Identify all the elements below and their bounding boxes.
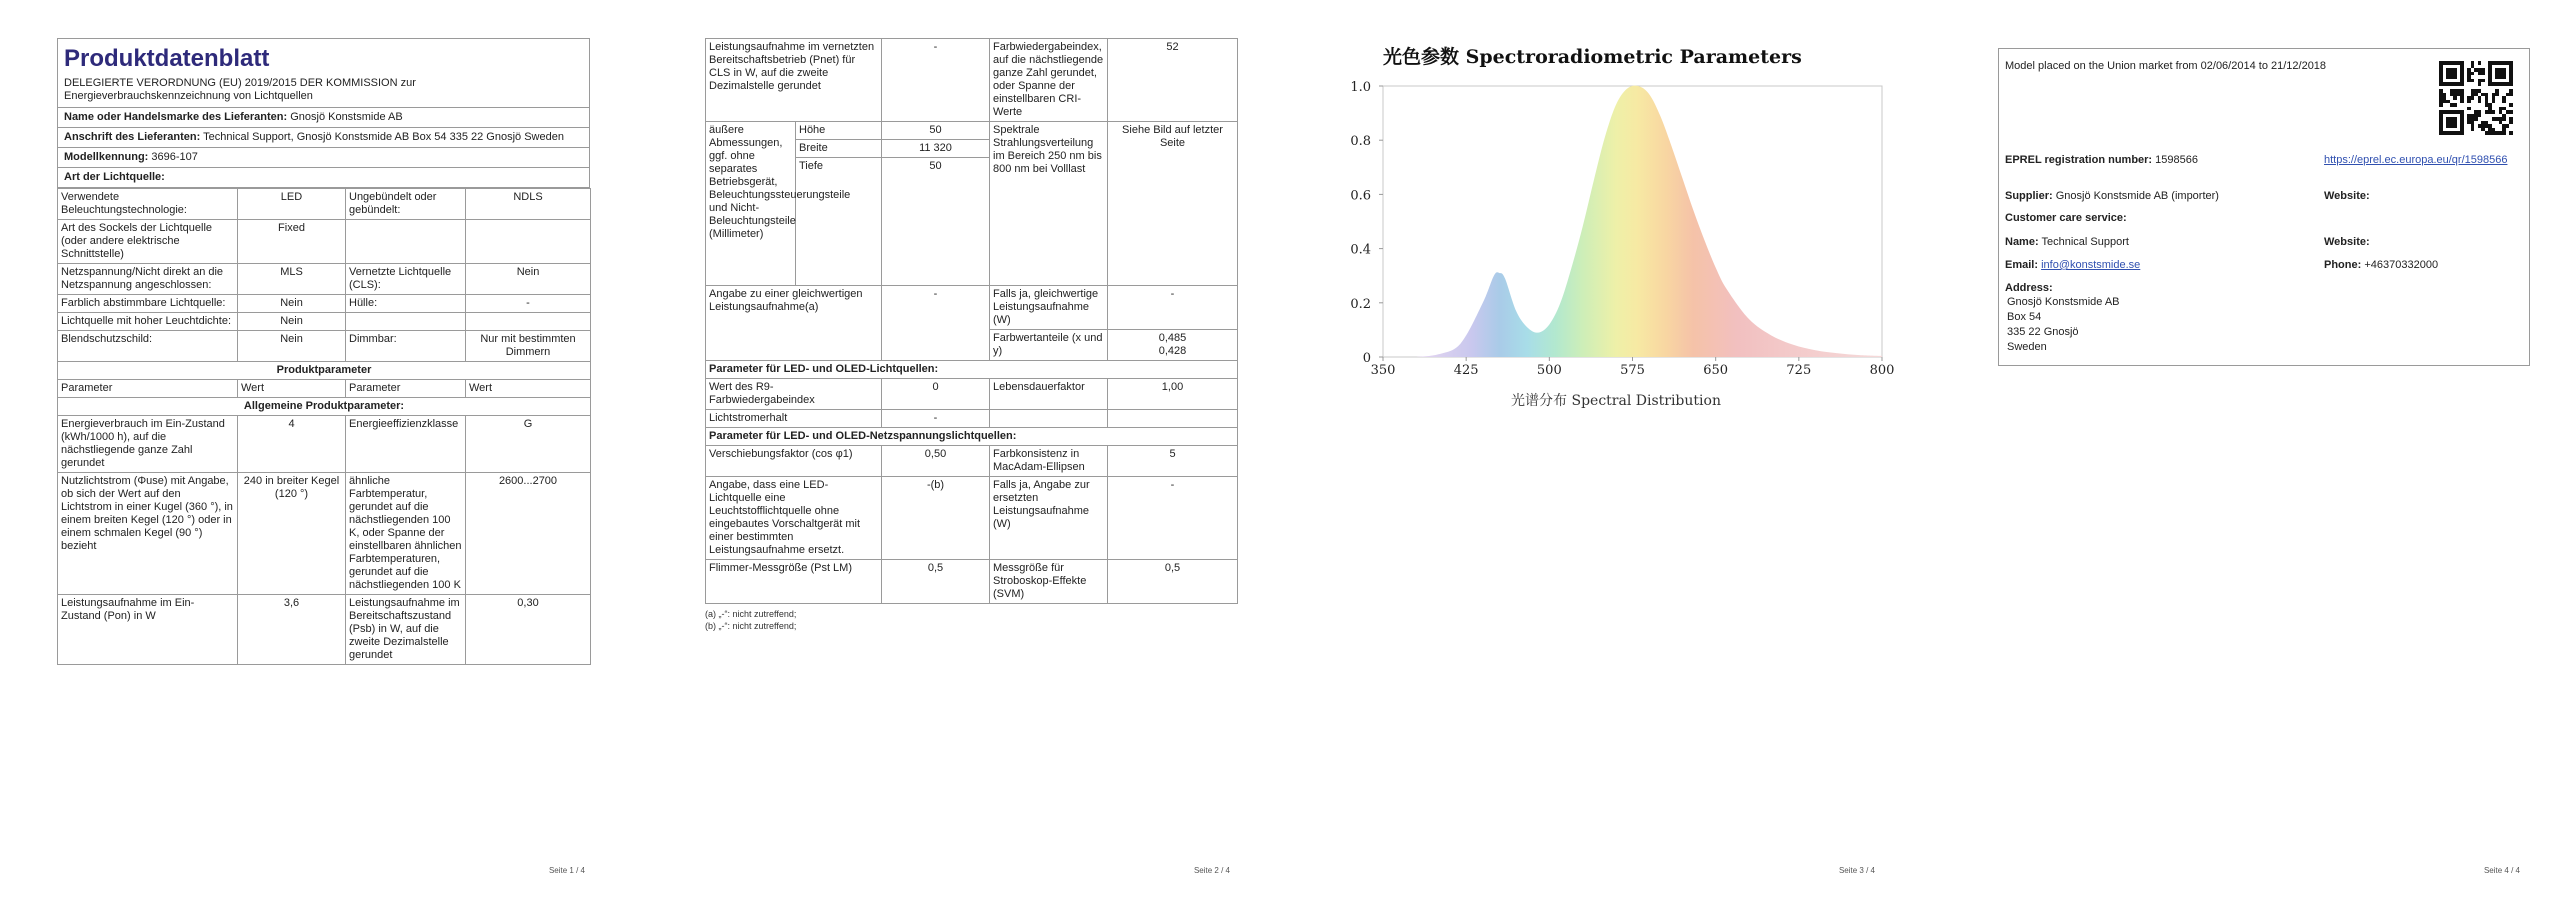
phone-row (2324, 258, 2438, 272)
email-link[interactable]: info@konstsmide.se (2041, 259, 2141, 271)
x-tick-label: 500 (1536, 363, 1562, 378)
table-row (706, 122, 1238, 140)
row-label: Art des Sockels der Lichtquelle (oder andere elektrische Schnittstelle) (58, 220, 238, 264)
data-point (1416, 356, 1417, 357)
table-row (58, 295, 591, 313)
row-value: Nein (466, 264, 591, 295)
table-row (706, 286, 1238, 330)
column-header: Parameter (58, 380, 238, 398)
chart-plot-area (1416, 85, 1883, 357)
data-point (1671, 145, 1672, 146)
row-label: Vernetzte Lichtquelle (CLS): (346, 264, 466, 295)
row-label: Ungebündelt oder gebündelt: (346, 189, 466, 220)
supplier-row (2005, 189, 2219, 203)
section-header (58, 398, 591, 416)
row-value: 240 in breiter Kegel (120 °) (238, 473, 346, 595)
data-point (1815, 350, 1816, 351)
name-label: Name: (2005, 236, 2039, 248)
data-point (1693, 210, 1694, 211)
row-label: Farblich abstimmbare Lichtquelle: (58, 295, 238, 313)
row-label: Falls ja, gleichwertige Leistungsaufnahme (W) (990, 286, 1108, 330)
row-label: Verwendete Beleuchtungstechnologie: (58, 189, 238, 220)
row-label (346, 313, 466, 331)
mains-params-header: Parameter für LED- und OLED-Netzspannungslichtquellen: (706, 428, 1238, 446)
data-point (1549, 324, 1550, 325)
supplier-value: Gnosjö Konstsmide AB (290, 111, 403, 123)
spectrum-area (1416, 86, 1882, 357)
page-title: Produktdatenblatt (64, 45, 270, 72)
row-value: LED (238, 189, 346, 220)
data-point (1615, 104, 1616, 105)
row-value: -(b) (882, 477, 990, 560)
website-label: Website: (2324, 190, 2370, 202)
column-header: Parameter (346, 380, 466, 398)
table-row (58, 313, 591, 331)
address-block (2005, 281, 2120, 355)
row-value (466, 313, 591, 331)
row-label: Verschiebungsfaktor (cos φ1) (706, 446, 882, 477)
data-point (1527, 327, 1528, 328)
data-point (1560, 302, 1561, 303)
row-label: Nutzlichtstrom (Φuse) mit Angabe, ob sich der Wert auf den Lichtstrom in einer Kugel (360 °), in einem breiten Kegel (120 °) oder in einem schmalen Kegel (90 °) bezieht (58, 473, 238, 595)
column-header: Wert (238, 380, 346, 398)
row-value: Nur mit bestimmten Dimmern (466, 331, 591, 362)
table-row (58, 473, 591, 595)
row-label: Angabe zu einer gleichwertigen Leistungsaufnahme(a) (706, 286, 882, 361)
row-value: - (1108, 286, 1238, 330)
row-value: Nein (238, 331, 346, 362)
datasheet-page-4 (1935, 0, 2560, 905)
column-header-row (58, 380, 591, 398)
supplier-value: Gnosjö Konstsmide AB (importer) (2055, 190, 2219, 202)
eprel-label: EPREL registration number: (2005, 154, 2153, 166)
row-value: Fixed (238, 220, 346, 264)
dim-value: 50 (882, 122, 990, 140)
data-point (1837, 353, 1838, 354)
table-row (706, 477, 1238, 560)
x-tick-label: 650 (1703, 363, 1729, 378)
row-value: 52 (1108, 39, 1238, 122)
row-value: 0,30 (466, 595, 591, 665)
data-point (1626, 88, 1627, 89)
row-label: Messgröße für Stroboskop-Effekte (SVM) (990, 560, 1108, 604)
data-point (1493, 275, 1494, 276)
row-value: 2600...2700 (466, 473, 591, 595)
row-label: Lichtquelle mit hoher Leuchtdichte: (58, 313, 238, 331)
footnote-b: (b) „-“: nicht zutreffend; (705, 621, 797, 631)
light-source-table (57, 188, 591, 665)
data-point (1649, 94, 1650, 95)
row-value: 0,5 (1108, 560, 1238, 604)
dim-label: Breite (796, 140, 882, 158)
address-label: Address: (2005, 282, 2053, 294)
row-label (346, 220, 466, 264)
x-tick-label: 575 (1620, 363, 1645, 378)
row-value (466, 220, 591, 264)
row-label: Flimmer-Messgröße (Pst LM) (706, 560, 882, 604)
datasheet-page-3 (1290, 0, 1930, 905)
supplier-label: Name oder Handelsmarke des Lieferanten: (64, 111, 288, 123)
supplier-row (57, 107, 590, 128)
row-label: Energieeffizienzklasse (346, 416, 466, 473)
row-label: ähnliche Farbtemperatur, gerundet auf die nächstliegenden 100 K, oder Spanne der einstellbaren ähnlichen Farbtemperaturen, gerundet auf die nächstliegenden 100 K (346, 473, 466, 595)
data-point (1438, 354, 1439, 355)
y-tick-label: 0.6 (1350, 188, 1371, 204)
row-value: 0,5 (882, 560, 990, 604)
empty-cell (1108, 410, 1238, 428)
row-value: NDLS (466, 189, 591, 220)
phone-label: Phone: (2324, 259, 2362, 271)
row-label: Leistungsaufnahme im vernetzten Bereitschaftsbetrieb (Pnet) für CLS in W, auf die zweite Dezimalstelle gerundet (706, 39, 882, 122)
address-line: Box 54 (2007, 311, 2042, 323)
dim-label: Tiefe (796, 158, 882, 286)
row-value: - (882, 286, 990, 361)
customer-care-label: Customer care service: (2005, 212, 2127, 224)
table-row (706, 39, 1238, 122)
datasheet-page-2 (645, 0, 1285, 905)
section-header (706, 428, 1238, 446)
row-value: MLS (238, 264, 346, 295)
address-line: Sweden (2007, 341, 2047, 353)
dimensions-label: äußere Abmessungen, ggf. ohne separates Betriebsgerät, Beleuchtungssteuerungsteile und Nicht-Beleuchtungsteile (Millimeter) (706, 122, 796, 286)
address-line: Gnosjö Konstsmide AB (2007, 296, 2120, 308)
datasheet-page-1 (0, 0, 640, 905)
eprel-row (2005, 153, 2198, 167)
x-tick-label: 425 (1453, 363, 1479, 378)
row-label: Leistungsaufnahme im Ein-Zustand (Pon) in W (58, 595, 238, 665)
chroma-value: 0,485 0,428 (1108, 330, 1238, 361)
page-number: Seite 2 / 4 (1193, 866, 1230, 875)
data-point (1771, 335, 1772, 336)
title-block (57, 38, 590, 107)
spectral-chart (1290, 0, 1930, 420)
regulation-subtitle: DELEGIERTE VERORDNUNG (EU) 2019/2015 DER KOMMISSION zur Energieverbrauchskennzeichnung von Lichtquellen (64, 77, 416, 102)
row-label: Lebensdauerfaktor (990, 379, 1108, 410)
row-value: 3,6 (238, 595, 346, 665)
row-value: 4 (238, 416, 346, 473)
row-label: Blendschutzschild: (58, 331, 238, 362)
phone-value: +46370332000 (2364, 259, 2439, 271)
table-row (706, 410, 1238, 428)
column-header: Wert (466, 380, 591, 398)
model-label: Modellkennung: (64, 151, 149, 163)
type-header: Art der Lichtquelle: (57, 168, 590, 188)
page-number: Seite 1 / 4 (548, 866, 585, 875)
name-row (2005, 235, 2129, 249)
row-label: Wert des R9-Farbwiedergabeindex (706, 379, 882, 410)
data-point (1704, 240, 1705, 241)
data-point (1604, 137, 1605, 138)
data-point (1726, 289, 1727, 290)
section-header (706, 361, 1238, 379)
data-point (1582, 226, 1583, 227)
chroma-label: Farbwertanteile (x und y) (990, 330, 1108, 361)
address-label: Anschrift des Lieferanten: (64, 131, 201, 143)
data-point (1499, 272, 1500, 273)
row-value: G (466, 416, 591, 473)
name-value: Technical Support (2041, 236, 2129, 248)
parameter-table (705, 38, 1238, 604)
dim-value: 50 (882, 158, 990, 286)
data-point (1881, 355, 1882, 356)
general-params-header: Allgemeine Produktparameter: (58, 398, 591, 416)
spectral-label: Spektrale Strahlungsverteilung im Bereich 250 nm bis 800 nm bei Volllast (990, 122, 1108, 286)
section-header (58, 362, 591, 380)
supplier-label: Supplier: (2005, 190, 2053, 202)
eprel-info-box (1998, 48, 2530, 366)
data-point (1660, 115, 1661, 116)
led-params-header: Parameter für LED- und OLED-Lichtquellen: (706, 361, 1238, 379)
row-label: Angabe, dass eine LED-Lichtquelle eine Leuchtstofflichtquelle ohne eingebautes Vorschaltgerät mit einer bestimmten Leistungsaufnahme ersetzt. (706, 477, 882, 560)
row-label: Falls ja, Angabe zur ersetzten Leistungsaufnahme (W) (990, 477, 1108, 560)
row-value: Nein (238, 313, 346, 331)
x-tick-label: 800 (1869, 363, 1895, 378)
chart-title: 光色参数 Spectroradiometric Parameters (1383, 46, 1802, 68)
model-value: 3696-107 (151, 151, 198, 163)
row-value: - (466, 295, 591, 313)
email-label: Email: (2005, 259, 2039, 271)
row-value: 0,50 (882, 446, 990, 477)
table-row (58, 189, 591, 220)
dim-value: 11 320 (882, 140, 990, 158)
y-tick-label: 0 (1362, 351, 1371, 366)
data-point (1515, 310, 1516, 311)
y-tick-label: 0.4 (1350, 242, 1371, 258)
data-point (1859, 355, 1860, 356)
website2-label: Website: (2324, 236, 2370, 248)
data-point (1482, 302, 1483, 303)
row-label: Farbkonsistenz in MacAdam-Ellipsen (990, 446, 1108, 477)
dim-label: Höhe (796, 122, 882, 140)
spectral-value: Siehe Bild auf letzter Seite (1108, 122, 1238, 286)
page-number: Seite 3 / 4 (1838, 866, 1875, 875)
table-row (58, 220, 591, 264)
table-row (706, 560, 1238, 604)
row-value: - (1108, 477, 1238, 560)
page-number: Seite 4 / 4 (2483, 866, 2520, 875)
row-label: Farbwiedergabeindex, auf die nächstliegende ganze Zahl gerundet, oder Spanne der einstellbaren CRI-Werte (990, 39, 1108, 122)
produktparameter-header: Produktparameter (58, 362, 591, 380)
row-label: Netzspannung/Nicht direkt an die Netzspannung angeschlossen: (58, 264, 238, 295)
row-value: - (882, 39, 990, 122)
data-point (1715, 267, 1716, 268)
row-value: - (882, 410, 990, 428)
data-point (1748, 318, 1749, 319)
x-tick-label: 350 (1370, 363, 1396, 378)
y-tick-label: 1.0 (1350, 80, 1371, 95)
data-point (1538, 332, 1539, 333)
table-row (58, 264, 591, 295)
x-tick-label: 725 (1786, 363, 1812, 378)
email-row (2005, 258, 2140, 272)
row-label: Lichtstromerhalt (706, 410, 882, 428)
data-point (1460, 343, 1461, 344)
table-row (58, 331, 591, 362)
row-label: Leistungsaufnahme im Bereitschaftszustand (Psb) in W, auf die zweite Dezimalstelle gerundet (346, 595, 466, 665)
footnote-a: (a) „-“: nicht zutreffend; (705, 609, 797, 619)
table-row (58, 416, 591, 473)
row-value: Nein (238, 295, 346, 313)
market-text: Model placed on the Union market from 02/06/2014 to 21/12/2018 (2005, 60, 2327, 72)
row-value: 5 (1108, 446, 1238, 477)
table-row (706, 446, 1238, 477)
data-point (1682, 178, 1683, 179)
row-value: 0 (882, 379, 990, 410)
data-point (1793, 344, 1794, 345)
address-row (57, 128, 590, 148)
data-point (1571, 267, 1572, 268)
model-row (57, 148, 590, 168)
y-tick-label: 0.8 (1350, 134, 1371, 150)
row-label: Energieverbrauch im Ein-Zustand (kWh/1000 h), auf die nächstliegende ganze Zahl gerundet (58, 416, 238, 473)
y-tick-label: 0.2 (1350, 296, 1371, 312)
table-row (58, 595, 591, 665)
data-point (1593, 180, 1594, 181)
chart-xlabel: 光谱分布 Spectral Distribution (1511, 393, 1721, 409)
data-point (1504, 278, 1505, 279)
row-label: Dimmbar: (346, 331, 466, 362)
row-value: 1,00 (1108, 379, 1238, 410)
eprel-value: 1598566 (2155, 154, 2198, 166)
address-line: 335 22 Gnosjö (2007, 326, 2079, 338)
address-value: Technical Support, Gnosjö Konstsmide AB Box 54 335 22 Gnosjö Sweden (203, 131, 564, 143)
qr-code-icon[interactable] (2439, 61, 2513, 135)
table-row (706, 379, 1238, 410)
data-point (1637, 85, 1638, 86)
eprel-link[interactable]: https://eprel.ec.europa.eu/qr/1598566 (2324, 154, 2508, 166)
empty-cell (990, 410, 1108, 428)
row-label: Hülle: (346, 295, 466, 313)
